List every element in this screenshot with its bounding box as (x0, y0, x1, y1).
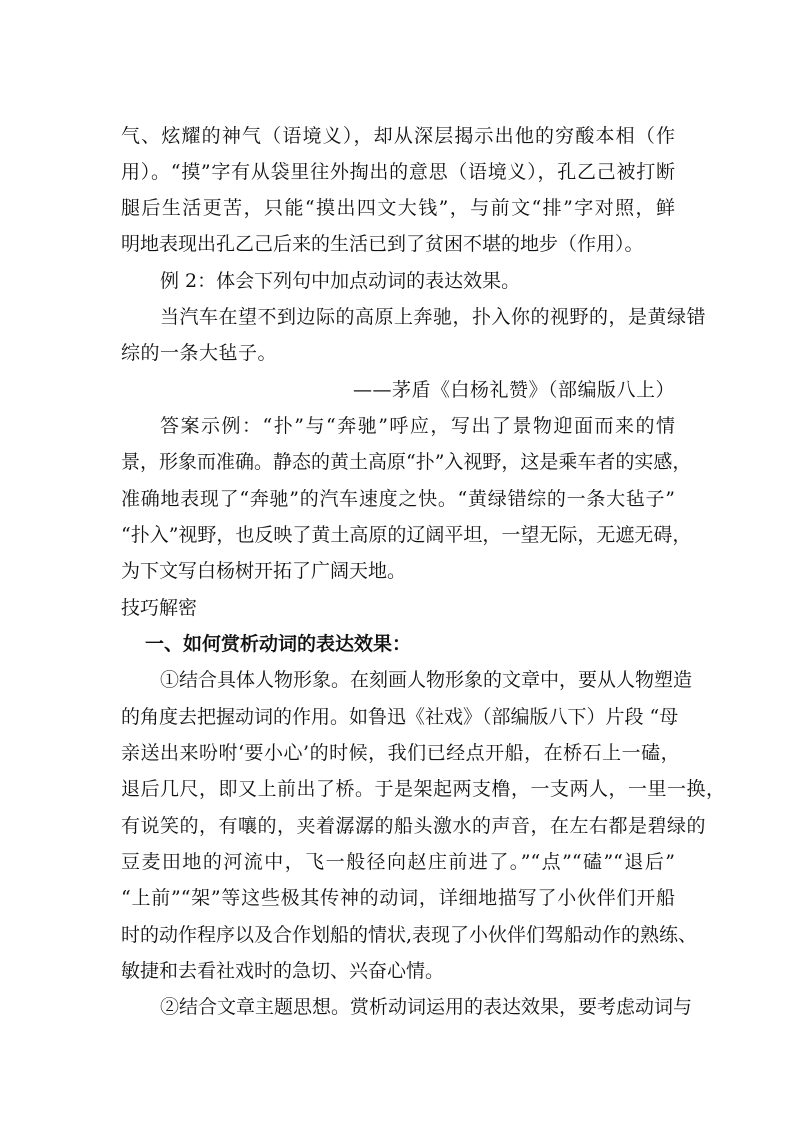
quote-line: 当汽车在望不到边际的高原上奔驰，扑入你的视野的，是黄绿错 (160, 306, 707, 328)
example-heading: 例 2：体会下列句中加点动词的表达效果。 (160, 270, 521, 292)
subsection-heading: 一、如何赏析动词的表达效果： (145, 633, 412, 655)
text-line: ①结合具体人物形象。在刻画人物形象的文章中，要从人物塑造 (160, 669, 693, 691)
quote-line: 亲送出来吩咐‘要小心’的时候，我们已经点开船，在桥石上一磕， (121, 742, 681, 764)
quote-line: 有说笑的，有嚷的，夹着潺潺的船头激水的声音，在左右都是碧绿的 (121, 815, 707, 837)
text-line: 时的动作程序以及合作划船的情状,表现了小伙伴们驾船动作的熟练、 (121, 924, 698, 946)
quote-source: ——茅盾《白杨礼赞》（部编版八上） (352, 379, 675, 401)
text-line: 豆麦田地的河流中，飞一般径向赵庄前进了。”“点”“磕”“退后” (121, 851, 675, 873)
text-line: 的角度去把握动词的作用。如鲁迅《社戏》（部编版八下）片段 “母 (121, 706, 679, 728)
answer-line: 景，形象而准确。静态的黄土高原“扑”入视野，这是乘车者的实感， (121, 451, 692, 473)
answer-line: 答案示例：“扑”与“奔驰”呼应，写出了景物迎面而来的情 (160, 415, 675, 437)
text-line: 敏捷和去看社戏时的急切、兴奋心情。 (121, 960, 445, 982)
text-line: 用）。“摸”字有从袋里往外掏出的意思（语境义），孔乙己被打断 (121, 161, 675, 183)
answer-line: “扑入”视野，也反映了黄土高原的辽阔平坦，一望无际，无遮无碍， (121, 524, 692, 546)
text-line: 明地表现出孔乙己后来的生活已到了贫困不堪的地步（作用）。 (121, 233, 644, 255)
text-line: 腿后生活更苦，只能“摸出四文大钱”，与前文“排”字对照，鲜 (121, 197, 675, 219)
answer-line: 为下文写白杨树开拓了广阔天地。 (121, 560, 407, 582)
text-line: “上前”“架”等这些极其传神的动词，详细地描写了小伙伴们开船 (121, 887, 675, 909)
quote-line: 综的一条大毡子。 (121, 342, 278, 364)
text-line: ②结合文章主题思想。赏析动词运用的表达效果，要考虑动词与 (160, 996, 693, 1018)
section-title: 技巧解密 (121, 597, 198, 619)
quote-line: 退后几尺，即又上前出了桥。于是架起两支橹，一支两人，一里一换， (121, 778, 726, 800)
text-line: 气、炫耀的神气（语境义），却从深层揭示出他的穷酸本相（作 (121, 125, 675, 147)
answer-line: 准确地表现了“奔驰”的汽车速度之快。“黄绿错综的一条大毡子” (121, 488, 675, 510)
